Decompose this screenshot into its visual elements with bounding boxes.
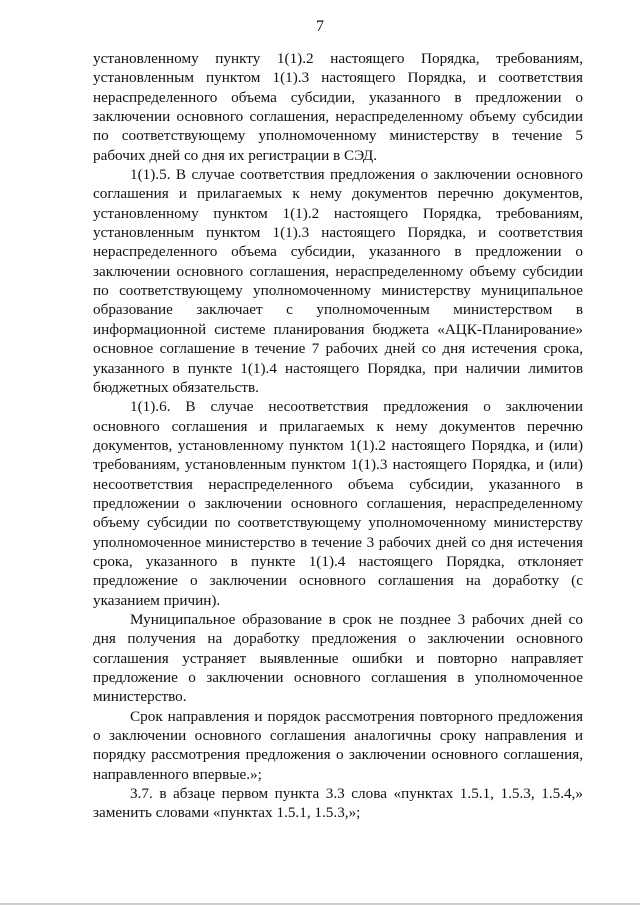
paragraph-continued: установленному пункту 1(1).2 настоящего Порядка, требованиям, установленным пунктом 1(1).3 настоящего Порядка, и соответствия нераспределенного объема субсидии, указанного в предложении о заключении основного соглашения, нераспределенному объему субсидии по соответствующему уполномоченному министерству в течение 5 рабочих дней со дня их регистрации в СЭД. bbox=[93, 50, 583, 164]
paragraph-clause-1-1-5: 1(1).5. В случае соответствия предложения о заключении основного соглашения и прилагаемых к нему документов перечню документов, установленному пунктом 1(1).2 настоящего Порядка, требованиям, установленным пунктом 1(1).3 настоящего Порядка, и соответствия нераспределенного объема субсидии, указанного в предложении о заключении основного соглашения, нераспределенному объему субсидии по соответствующему уполномоченному министерству муниципальное образование заключает с уполномоченным министерством в информационной системе планирования бюджета «АЦК-Планирование» основное соглашение в течение 7 рабочих дней со дня истечения срока, указанного в пункте 1(1).4 настоящего Порядка, при наличии лимитов бюджетных обязательств. bbox=[93, 166, 583, 396]
paragraph-item-3-7: 3.7. в абзаце первом пункта 3.3 слова «пунктах 1.5.1, 1.5.3, 1.5.4,» заменить словами «пунктах 1.5.1, 1.5.3,»; bbox=[93, 785, 583, 822]
document-body bbox=[93, 49, 583, 823]
paragraph-rework-deadline: Муниципальное образование в срок не позднее 3 рабочих дней со дня получения на доработку предложения о заключении основного соглашения устраняет выявленные ошибки и повторно направляет предложение о заключении основного соглашения в уполномоченное министерство. bbox=[93, 610, 583, 706]
paragraph-clause-1-1-6: 1(1).6. В случае несоответствия предложения о заключении основного соглашения и прилагаемых к нему документов перечню документов, установленному пунктом 1(1).2 настоящего Порядка, и (или) требованиям, установленным пунктом 1(1).3 настоящего Порядка, и (или) несоответствия нераспределенного объема субсидии, указанного в предложении о заключении основного соглашения, нераспределенному объему субсидии по соответствующему уполномоченному министерству уполномоченное министерство в течение 3 рабочих дней со дня истечения срока, указанного в пункте 1(1).4 настоящего Порядка, отклоняет предложение о заключении основного соглашения на доработку (с указанием причин). bbox=[93, 398, 583, 609]
page-number: 7 bbox=[316, 18, 324, 35]
paragraph-resubmission-terms: Срок направления и порядок рассмотрения повторного предложения о заключении основного соглашения аналогичны сроку направления и порядку рассмотрения предложения о заключении основного соглашения, направленного впервые.»; bbox=[93, 707, 583, 783]
